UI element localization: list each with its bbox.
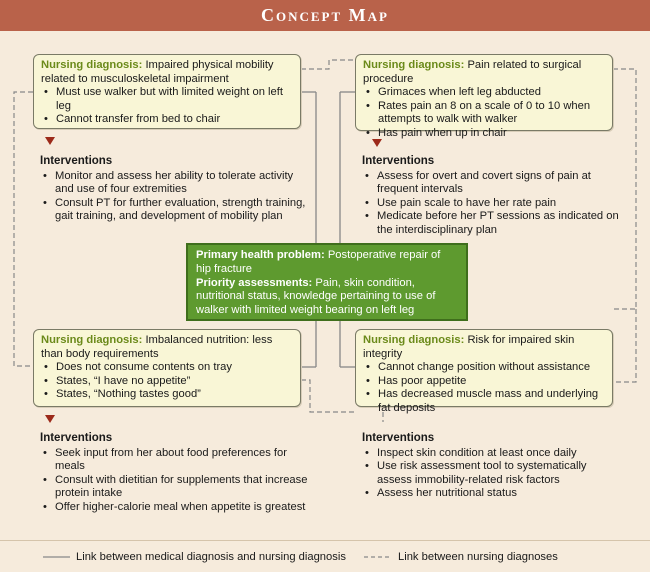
list-item: • Must use walker but with limited weight on left leg xyxy=(41,86,293,113)
diagnosis-label: Nursing diagnosis: xyxy=(363,334,465,346)
list-item: • Use risk assessment tool to systematically assess immobility-related risk factors xyxy=(362,460,624,487)
list-item: • Cannot change position without assistance xyxy=(363,361,605,375)
interventions-nutrition xyxy=(40,432,310,515)
interventions-mobility xyxy=(40,155,310,224)
interventions-pain xyxy=(362,155,624,238)
list-item: • Inspect skin condition at least once daily xyxy=(362,447,624,461)
list-item: • Monitor and assess her ability to tolerate activity and use of four extremities xyxy=(40,170,310,197)
primary-health-problem xyxy=(186,243,468,321)
interventions-heading: Interventions xyxy=(40,155,113,167)
priority-text: Pain, skin condition, nutritional status, knowledge pertaining to use of walker with limited weight bearing on left leg xyxy=(196,276,436,317)
list-item: • Cannot transfer from bed to chair xyxy=(41,113,293,127)
nursing-diagnosis-pain xyxy=(355,54,613,139)
list-item: • Use pain scale to have her rate pain xyxy=(362,197,624,211)
arrow-down-icon xyxy=(45,415,55,423)
list-item: • Has pain when up in chair xyxy=(363,127,605,141)
list-item: • States, “I have no appetite” xyxy=(41,375,293,389)
list-item: • States, “Nothing tastes good” xyxy=(41,388,293,402)
concept-map-title: Concept Map xyxy=(0,0,650,31)
interventions-heading: Interventions xyxy=(362,432,435,444)
legend xyxy=(0,540,650,572)
mobility-assessment-list xyxy=(41,86,293,127)
interventions-heading: Interventions xyxy=(40,432,113,444)
nursing-diagnosis-skin xyxy=(355,329,613,414)
list-item: • Has decreased muscle mass and underlying fat deposits xyxy=(363,388,605,415)
link-nutrition-skin xyxy=(301,380,355,412)
list-item: • Grimaces when left leg abducted xyxy=(363,86,605,100)
interventions-skin xyxy=(362,432,624,501)
nursing-diagnosis-mobility xyxy=(33,54,301,129)
link-mobility-nutrition xyxy=(14,92,33,366)
list-item: • Medicate before her PT sessions as indicated on the interdisciplinary plan xyxy=(362,210,624,237)
diagnosis-text: Impaired physical mobility related to musculoskeletal impairment xyxy=(41,59,274,85)
nursing-diagnosis-nutrition xyxy=(33,329,301,407)
diagnosis-label: Nursing diagnosis: xyxy=(363,59,465,71)
list-item: • Consult PT for further evaluation, strength training, gait training, and development of mobility plan xyxy=(40,197,310,224)
list-item: • Offer higher-calorie meal when appetite is greatest xyxy=(40,501,310,515)
legend-dashed-label: Link between nursing diagnoses xyxy=(398,551,558,563)
legend-solid-label: Link between medical diagnosis and nursing diagnosis xyxy=(76,551,346,563)
link-mobility-pain xyxy=(301,60,355,69)
arrow-down-icon xyxy=(372,139,382,147)
diagnosis-label: Nursing diagnosis: xyxy=(41,334,143,346)
diagnosis-text: Pain related to surgical procedure xyxy=(363,59,582,85)
arrow-down-icon xyxy=(45,137,55,145)
diagnosis-text: Risk for impaired skin integrity xyxy=(363,334,575,360)
list-item: • Assess for overt and covert signs of pain at frequent intervals xyxy=(362,170,624,197)
list-item: • Seek input from her about food preferences for meals xyxy=(40,447,310,474)
list-item: • Rates pain an 8 on a scale of 0 to 10 when attempts to walk with walker xyxy=(363,100,605,127)
priority-label: Priority assessments: xyxy=(196,276,313,289)
list-item: • Has poor appetite xyxy=(363,375,605,389)
primary-label: Primary health problem: xyxy=(196,249,325,261)
list-item: • Does not consume contents on tray xyxy=(41,361,293,375)
diagnosis-text: Imbalanced nutrition: less than body requirements xyxy=(41,334,273,360)
primary-text: Postoperative repair of hip fracture xyxy=(196,249,441,275)
diagnosis-label: Nursing diagnosis: xyxy=(41,59,143,71)
interventions-heading: Interventions xyxy=(362,155,435,167)
list-item: • Assess her nutritional status xyxy=(362,487,624,501)
list-item: • Consult with dietitian for supplements that increase protein intake xyxy=(40,474,310,501)
